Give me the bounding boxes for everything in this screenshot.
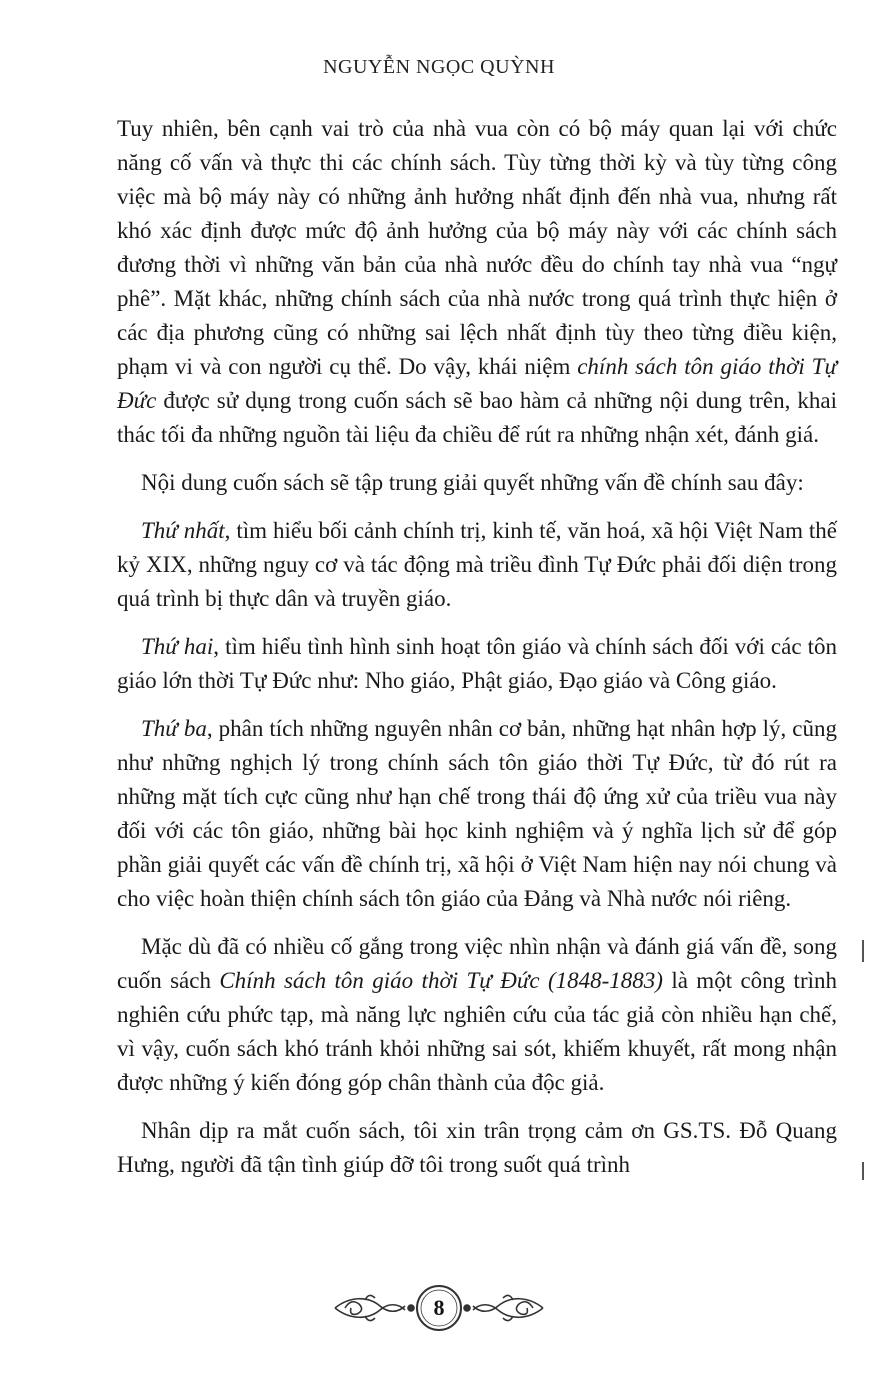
paragraph-3: Thứ nhất, tìm hiểu bối cảnh chính trị, kinh tế, văn hoá, xã hội Việt Nam thế kỷ XIX, những nguy cơ và tác động mà triều đình Tự Đức phải đối diện trong quá trình bị thực dân và truyền giáo.: [117, 518, 837, 611]
paragraph-5: Thứ ba, phân tích những nguyên nhân cơ bản, những hạt nhân hợp lý, cũng như những nghịch lý trong chính sách tôn giáo thời Tự Đức, từ đó rút ra những mặt tích cực cũng như hạn chế trong thái độ ứng xử của triều vua này đối với các tôn giáo, những bài học kinh nghiệm và ý nghĩa lịch sử để góp phần giải quyết các vấn đề chính trị, xã hội ở Việt Nam hiện nay nói chung và cho việc hoàn thiện chính sách tôn giáo của Đảng và Nhà nước nói riêng.: [117, 716, 837, 911]
page-body: [117, 112, 837, 1196]
page-footer: [0, 1278, 878, 1338]
running-header: NGUYỄN NGỌC QUỲNH: [323, 56, 555, 78]
paragraph-7: Nhân dịp ra mắt cuốn sách, tôi xin trân trọng cảm ơn GS.TS. Đỗ Quang Hưng, người đã tận tình giúp đỡ tôi trong suốt quá trình: [117, 1118, 837, 1177]
paragraph-2: Nội dung cuốn sách sẽ tập trung giải quyết những vấn đề chính sau đây:: [141, 470, 804, 495]
scan-edge-mark: [862, 940, 864, 962]
scan-edge-mark: [862, 1162, 864, 1180]
paragraph-6: Mặc dù đã có nhiều cố gắng trong việc nhìn nhận và đánh giá vấn đề, song cuốn sách Chính sách tôn giáo thời Tự Đức (1848-1883) là một công trình nghiên cứu phức tạp, mà năng lực nghiên cứu của tác giả còn nhiều hạn chế, vì vậy, cuốn sách khó tránh khỏi những sai sót, khiếm khuyết, rất mong nhận được những ý kiến đóng góp chân thành của độc giả.: [117, 934, 837, 1095]
paragraph-1: Tuy nhiên, bên cạnh vai trò của nhà vua còn có bộ máy quan lại với chức năng cố vấn và thực thi các chính sách. Tùy từng thời kỳ và tùy từng công việc mà bộ máy này có những ảnh hưởng nhất định đến nhà vua, nhưng rất khó xác định được mức độ ảnh hưởng của bộ máy này với các chính sách đương thời vì những văn bản của nhà nước đều do chính tay nhà vua “ngự phê”. Mặt khác, những chính sách của nhà nước trong quá trình thực hiện ở các địa phương cũng có những sai lệch nhất định tùy theo từng điều kiện, phạm vi và con người cụ thể. Do vậy, khái niệm chính sách tôn giáo thời Tự Đức được sử dụng trong cuốn sách sẽ bao hàm cả những nội dung trên, khai thác tối đa những nguồn tài liệu đa chiều để rút ra những nhận xét, đánh giá.: [117, 116, 837, 447]
page-number: 8: [433, 1295, 445, 1320]
paragraph-4: Thứ hai, tìm hiểu tình hình sinh hoạt tôn giáo và chính sách đối với các tôn giáo lớn thời Tự Đức như: Nho giáo, Phật giáo, Đạo giáo và Công giáo.: [117, 634, 837, 693]
